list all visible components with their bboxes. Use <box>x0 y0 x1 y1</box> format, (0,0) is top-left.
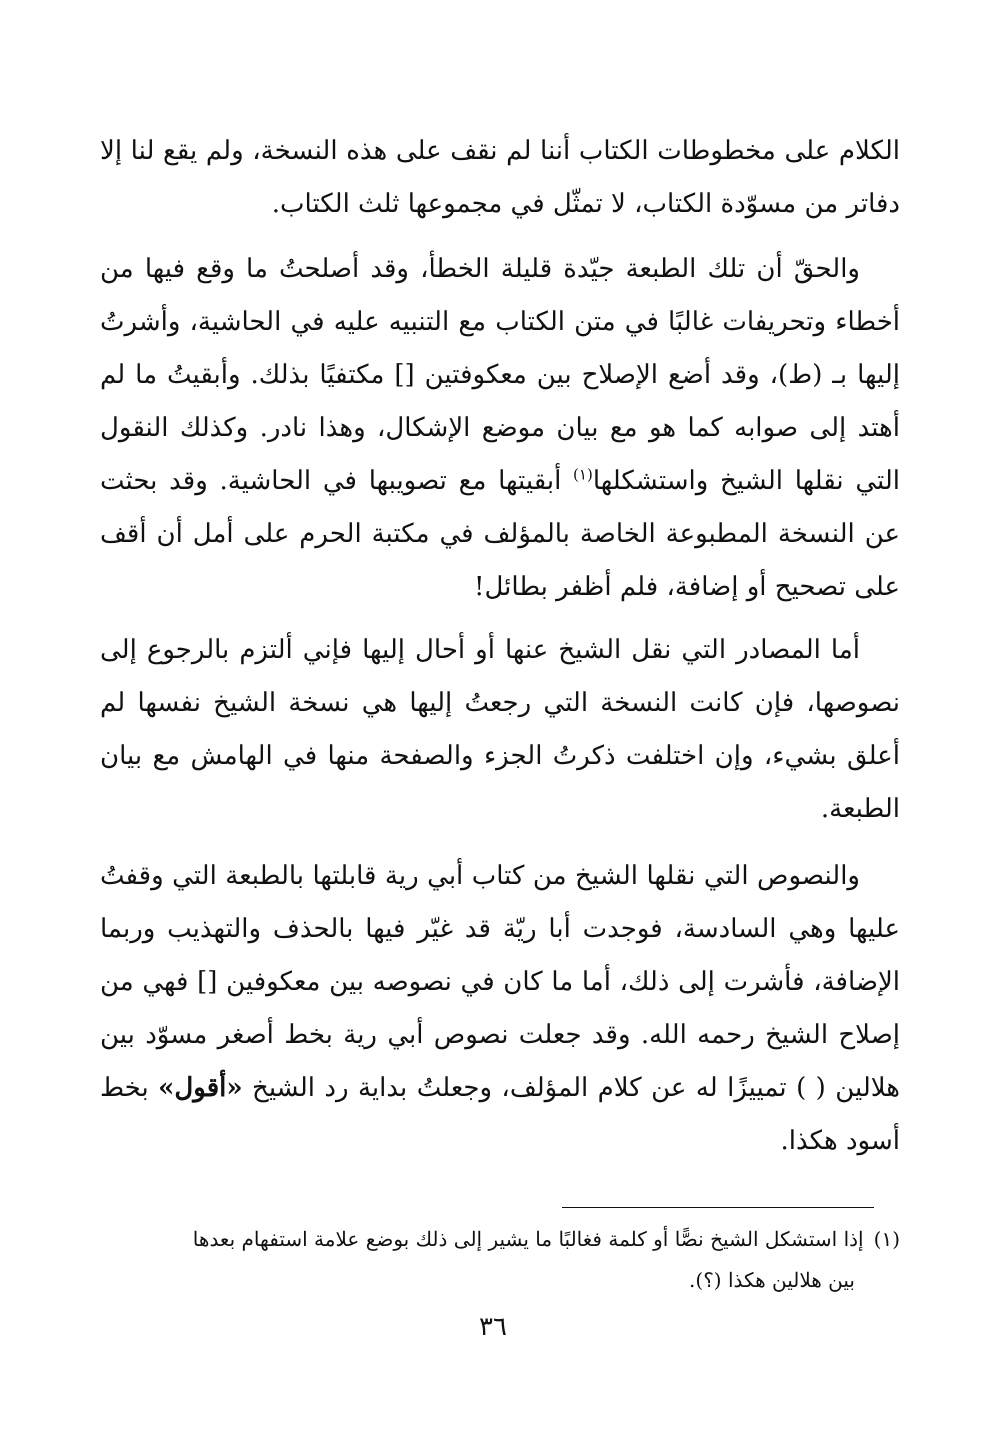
footnote <box>100 1219 900 1301</box>
paragraph-1 <box>100 125 900 231</box>
paragraph-3-text: أما المصادر التي نقل الشيخ عنها أو أحال إليها فإني ألتزم بالرجوع إلى نصوصها، فإن كانت النسخة التي رجعتُ إليها هي نسخة الشيخ نفسها لم أعلق بشيء، وإن اختلفت ذكرتُ الجزء والصفحة منها في الهامش مع بيان الطبعة. <box>100 635 900 824</box>
main-text <box>100 125 900 1168</box>
footnote-separator <box>562 1207 874 1208</box>
paragraph-4 <box>100 850 900 1168</box>
paragraph-1-text: الكلام على مخطوطات الكتاب أننا لم نقف على هذه النسخة، ولم يقع لنا إلا دفاتر من مسوّدة الكتاب، لا تمثّل في مجموعها ثلث الكتاب. <box>100 136 900 219</box>
footnote-text: إذا استشكل الشيخ نصًّا أو كلمة فغالبًا ما يشير إلى ذلك بوضع علامة استفهام بعدها <box>192 1227 864 1251</box>
footnote-continuation: بين هلالين هكذا (؟). <box>689 1268 855 1292</box>
bold-word-aqool: «أقول» <box>158 1073 243 1103</box>
page-number: ٣٦ <box>479 1312 507 1342</box>
paragraph-4-text: والنصوص التي نقلها الشيخ من كتاب أبي رية قابلتها بالطبعة التي وقفتُ عليها وهي السادسة، فوجدت أبا ريّة قد غيّر فيها بالحذف والتهذيب وربما الإضافة، فأشرت إلى ذلك، أما ما كان في نصوصه بين معكوفين [] فهي من إصلاح الشيخ رحمه الله. وقد جعلت نصوص أبي رية بخط أصغر مسوّد بين هلالين ( ) تمييزًا له عن كلام المؤلف، وجعلتُ بداية رد الشيخ <box>100 861 900 1103</box>
footnote-number: (١) <box>873 1227 900 1251</box>
paragraph-2-text-start: والحقّ أن تلك الطبعة جيّدة قليلة الخطأ، وقد أصلحتُ ما وقع فيها من أخطاء وتحريفات غالبًا في متن الكتاب مع التنبيه عليه في الحاشية، وأشرتُ إليها بـ (ط)، وقد أضع الإصلاح بين معكوفتين [] مكتفيًا بذلك. وأبقيتُ ما لم أهتد إلى صوابه كما هو مع بيان موضع الإشكال، وهذا نادر. وكذلك النقول التي نقلها الشيخ واستشكلها <box>100 254 901 496</box>
paragraph-2 <box>100 243 900 614</box>
paragraph-3 <box>100 624 900 836</box>
footnote-reference[interactable]: (١) <box>573 465 593 484</box>
paragraph-4-text-end: بخط أسود هكذا. <box>100 1073 900 1156</box>
paragraph-2-text-end: أبقيتها مع تصويبها في الحاشية. وقد بحثت عن النسخة المطبوعة الخاصة بالمؤلف في مكتبة الحرم على أمل أن أقف على تصحيح أو إضافة، فلم أظفر بطائل! <box>100 466 900 602</box>
